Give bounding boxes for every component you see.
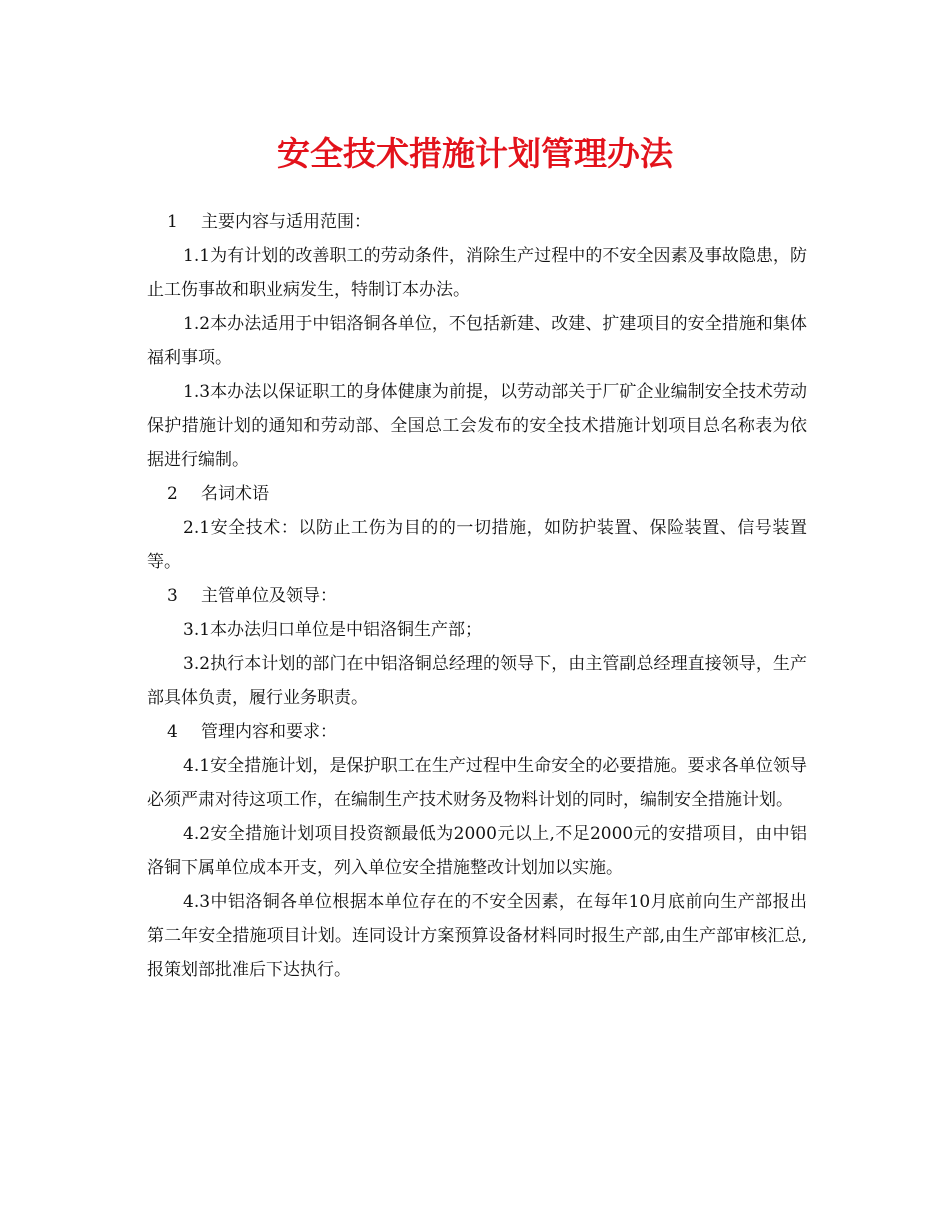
- section-heading-1: [147, 205, 807, 239]
- section-heading-4: [147, 715, 807, 749]
- paragraph-4-1: 4.1安全措施计划，是保护职工在生产过程中生命安全的必要措施。要求各单位领导必须严肃对待这项工作，在编制生产技术财务及物料计划的同时，编制安全措施计划。: [147, 756, 807, 810]
- paragraph-3-2: 3.2执行本计划的部门在中铝洛铜总经理的领导下，由主管副总经理直接领导，生产部具体负责，履行业务职责。: [147, 654, 807, 708]
- paragraph-1-1: 1.1为有计划的改善职工的劳动条件，消除生产过程中的不安全因素及事故隐患，防止工伤事故和职业病发生，特制订本办法。: [147, 246, 807, 300]
- paragraph-1-3: 1.3本办法以保证职工的身体健康为前提，以劳动部关于厂矿企业编制安全技术劳动保护措施计划的通知和劳动部、全国总工会发布的安全技术措施计划项目总名称表为依据进行编制。: [147, 382, 807, 470]
- paragraph-3-1: 3.1本办法归口单位是中铝洛铜生产部；: [183, 620, 483, 640]
- section-heading-3: [147, 579, 807, 613]
- paragraph-2-1: 2.1安全技术：以防止工伤为目的的一切措施，如防护装置、保险装置、信号装置等。: [147, 518, 807, 572]
- section-number: 4: [167, 722, 178, 742]
- section-title: 主要内容与适用范围：: [201, 212, 371, 232]
- section-number: 3: [167, 586, 178, 606]
- section-number: 1: [167, 212, 178, 232]
- paragraph-4-2: 4.2安全措施计划项目投资额最低为2000元以上,不足2000元的安措项目，由中铝洛铜下属单位成本开支，列入单位安全措施整改计划加以实施。: [147, 824, 807, 878]
- section-title: 名词术语: [201, 484, 269, 504]
- document-title: 安全技术措施计划管理办法: [277, 134, 673, 173]
- section-title: 主管单位及领导：: [201, 586, 337, 606]
- section-title: 管理内容和要求：: [201, 722, 337, 742]
- section-heading-2: [147, 477, 807, 511]
- section-number: 2: [167, 484, 178, 504]
- paragraph-1-2: 1.2本办法适用于中铝洛铜各单位，不包括新建、改建、扩建项目的安全措施和集体福利事项。: [147, 314, 807, 368]
- document-body: [147, 205, 807, 987]
- paragraph-4-3: 4.3中铝洛铜各单位根据本单位存在的不安全因素，在每年10月底前向生产部报出第二年安全措施项目计划。连同设计方案预算设备材料同时报生产部,由生产部审核汇总,报策划部批准后下达执行。: [147, 892, 807, 980]
